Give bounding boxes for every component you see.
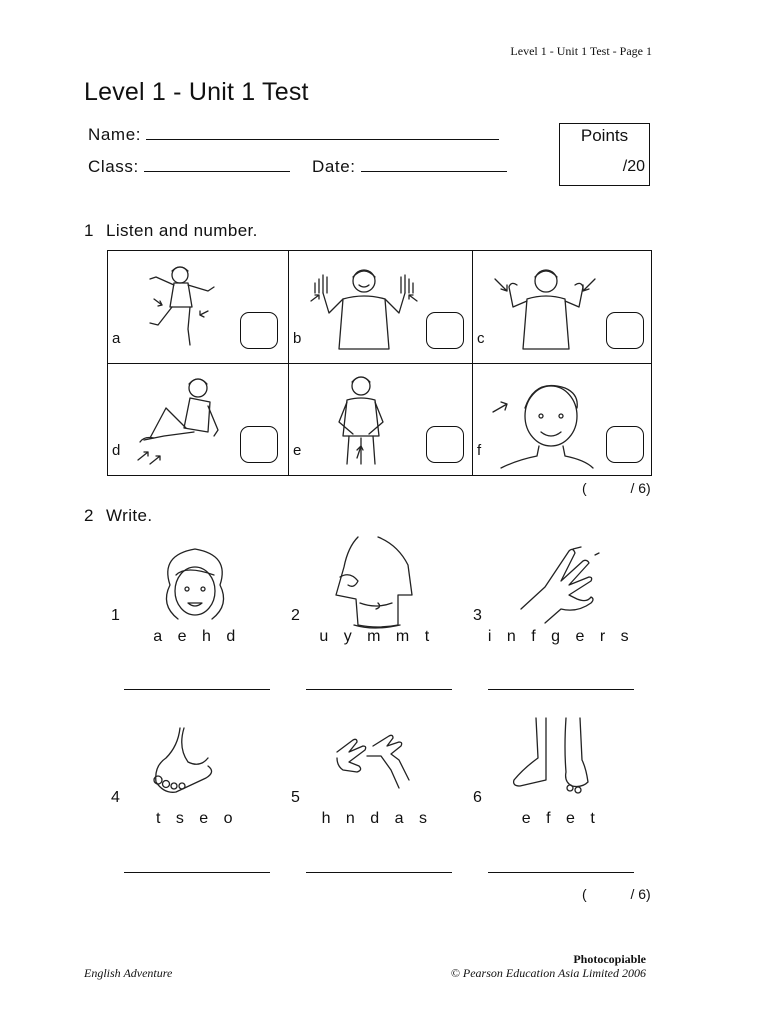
fingers-hand-icon xyxy=(515,545,610,615)
footer-copyright: © Pearson Education Asia Limited 2006 xyxy=(450,966,646,980)
item-number-4: 4 xyxy=(111,789,120,806)
section2-score-total: / 6) xyxy=(630,886,651,902)
section1-instruction: Listen and number. xyxy=(106,221,258,240)
grid-cell-f xyxy=(473,364,651,475)
cell-letter-e: e xyxy=(293,442,302,459)
item-number-6: 6 xyxy=(473,789,482,806)
cell-letter-a: a xyxy=(112,330,121,347)
answer-box-c[interactable] xyxy=(606,312,644,349)
feet-icon xyxy=(508,716,598,796)
section2-number: 2 xyxy=(84,506,94,525)
footer-photocopiable: Photocopiable xyxy=(573,952,646,966)
footer-series-name: English Adventure xyxy=(84,966,173,980)
jumbled-word-3: i n f g e r s xyxy=(487,628,635,645)
hands-icon xyxy=(333,732,423,792)
points-total: /20 xyxy=(622,158,645,175)
answer-line-1[interactable] xyxy=(124,689,270,690)
section1-number: 1 xyxy=(84,221,94,240)
grid-cell-b xyxy=(289,251,473,364)
section1-score-open: ( xyxy=(582,480,587,496)
cell-letter-d: d xyxy=(112,442,121,459)
boy-jumping-knees-icon xyxy=(144,263,224,353)
answer-line-2[interactable] xyxy=(306,689,452,690)
name-field[interactable] xyxy=(88,125,499,145)
boy-tummy-icon xyxy=(327,374,397,468)
section2-score xyxy=(582,886,651,902)
points-box xyxy=(559,123,650,186)
jumbled-word-5: h n d a s xyxy=(321,810,433,827)
answer-line-6[interactable] xyxy=(488,872,634,873)
section1-heading xyxy=(84,221,258,241)
item-number-2: 2 xyxy=(291,607,300,624)
class-label: Class: xyxy=(88,157,139,176)
answer-box-a[interactable] xyxy=(240,312,278,349)
cell-letter-c: c xyxy=(477,330,485,347)
answer-box-e[interactable] xyxy=(426,426,464,463)
points-label: Points xyxy=(580,126,629,145)
toes-foot-icon xyxy=(150,726,230,796)
grid-cell-d xyxy=(108,364,289,475)
date-label: Date: xyxy=(312,157,356,176)
boy-face-icon xyxy=(489,372,589,468)
page-reference: Level 1 - Unit 1 Test - Page 1 xyxy=(510,44,652,58)
date-line[interactable] xyxy=(361,157,507,172)
answer-box-f[interactable] xyxy=(606,426,644,463)
cell-letter-f: f xyxy=(477,442,482,459)
answer-line-3[interactable] xyxy=(488,689,634,690)
section1-score-total: / 6) xyxy=(630,480,651,496)
jumbled-word-2: u y m m t xyxy=(319,628,435,645)
grid-cell-c xyxy=(473,251,651,364)
grid-cell-a xyxy=(108,251,289,364)
answer-line-5[interactable] xyxy=(306,872,452,873)
jumbled-word-4: t s e o xyxy=(155,810,239,827)
grid-cell-e xyxy=(289,364,473,475)
boy-sitting-feet-icon xyxy=(134,376,234,466)
class-field[interactable] xyxy=(88,157,290,177)
boy-flexing-arms-icon xyxy=(491,265,601,355)
item-number-5: 5 xyxy=(291,789,300,806)
boy-hands-raised-icon xyxy=(309,265,419,355)
tummy-icon xyxy=(330,533,425,633)
girl-head-icon xyxy=(150,545,240,625)
section2-score-open: ( xyxy=(582,886,587,902)
section1-score xyxy=(582,480,651,496)
cell-letter-b: b xyxy=(293,330,302,347)
name-label: Name: xyxy=(88,125,142,144)
item-number-3: 3 xyxy=(473,607,482,624)
jumbled-word-1: a e h d xyxy=(153,628,241,645)
class-line[interactable] xyxy=(144,157,290,172)
section2-heading xyxy=(84,506,152,526)
listen-number-grid xyxy=(107,250,652,476)
date-field[interactable] xyxy=(312,157,507,177)
answer-box-d[interactable] xyxy=(240,426,278,463)
page-title: Level 1 - Unit 1 Test xyxy=(84,78,309,106)
jumbled-word-6: e f e t xyxy=(521,810,601,827)
answer-box-b[interactable] xyxy=(426,312,464,349)
item-number-1: 1 xyxy=(111,607,120,624)
section2-instruction: Write. xyxy=(106,506,153,525)
answer-line-4[interactable] xyxy=(124,872,270,873)
name-line[interactable] xyxy=(146,125,499,140)
